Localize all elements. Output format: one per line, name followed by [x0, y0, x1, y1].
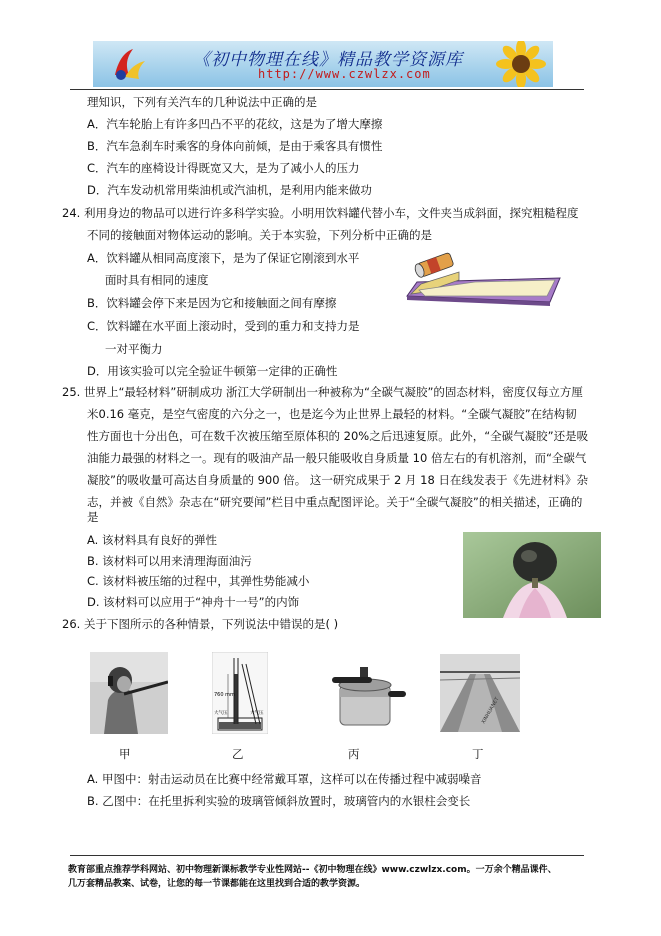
pressure-cooker-photo	[330, 655, 408, 733]
option-a: A. 甲图中：射击运动员在比赛中经常戴耳罩，这样可以在传播过程中减弱噪音	[87, 772, 482, 786]
text-line: 凝胶”的吸收量可高达自身质量的 900 倍。 这一研究成果于 2 月 18 日在线发表于《先进材料》杂	[87, 473, 588, 487]
header-banner	[93, 41, 553, 87]
text-line: 面时具有相同的速度	[105, 273, 209, 287]
text-line: 一对平衡力	[105, 342, 163, 356]
text-line: 志，并被《自然》杂志在“研究要闻”栏目中重点配图评论。关于“全碳气凝胶”的相关描述，正确的	[87, 495, 583, 509]
option-b: B．饮料罐会停下来是因为它和接触面之间有摩擦	[87, 296, 337, 310]
text-line: 理知识，下列有关汽车的几种说法中正确的是	[87, 95, 317, 109]
option-a: A. 该材料具有良好的弹性	[87, 533, 217, 547]
option-c: C．饮料罐在水平面上滚动时，受到的重力和支持力是	[87, 319, 360, 333]
torricelli-figure	[212, 652, 268, 734]
question-26: 26. 关于下图所示的各种情景，下列说法中错误的是( )	[62, 617, 339, 631]
footer-line-1: 教育部重点推荐学科网站、初中物理新课标教学专业性网站--《初中物理在线》www.czwlzx.com。一万余个精品课件、	[68, 865, 557, 875]
caption-jia: 甲	[119, 747, 131, 761]
footer-rule	[70, 855, 584, 856]
option-d: D．用该实验可以完全验证牛顿第一定律的正确性	[87, 364, 338, 378]
option-b: B. 乙图中：在托里拆利实验的玻璃管倾斜放置时，玻璃管内的水银柱会变长	[87, 794, 471, 808]
caption-bing: 丙	[348, 747, 360, 761]
site-logo-icon	[111, 47, 147, 81]
text-line: 油能力最强的材料之一。现有的吸油产品一般只能吸收自身质量 10 倍左右的有机溶剂，而“全碳气	[87, 451, 587, 465]
shooter-photo	[90, 652, 168, 734]
option-c: C. 该材料被压缩的过程中，其弹性势能减小	[87, 574, 310, 588]
option-a: A．饮料罐从相同高度滚下，是为了保证它刚滚到水平	[87, 251, 360, 265]
option-a: A．汽车轮胎上有许多凹凸不平的花纹，这是为了增大摩擦	[87, 117, 383, 131]
caption-yi: 乙	[232, 747, 244, 761]
text-line: 是	[87, 510, 99, 524]
question-24: 24. 利用身边的物品可以进行许多科学实验。小明用饮料罐代替小车，文件夹当成斜面，探究粗糙程度	[62, 206, 579, 220]
option-b: B. 该材料可以用来清理海面油污	[87, 554, 252, 568]
sunflower-icon	[489, 41, 551, 87]
text-line: 不同的接触面对物体运动的影响。关于本实验，下列分析中正确的是	[87, 228, 432, 242]
header-rule	[70, 89, 584, 90]
torricelli-right-label: 大气压	[250, 711, 264, 716]
option-d: D．汽车发动机常用柴油机或汽油机，是利用内能来做功	[87, 183, 372, 197]
aerogel-on-flower-photo	[463, 532, 601, 618]
can-ramp-figure	[405, 252, 565, 308]
option-d: D. 该材料可以应用于“神舟十一号”的内饰	[87, 595, 300, 609]
option-b: B．汽车急刹车时乘客的身体向前倾，是由于乘客具有惯性	[87, 139, 383, 153]
torricelli-left-label: 大气压	[214, 711, 228, 716]
caption-ding: 丁	[472, 747, 484, 761]
question-25: 25. 世界上“最轻材料”研制成功 浙江大学研制出一种被称为“全碳气凝胶”的固态材料，密度仅每立方厘	[62, 385, 583, 399]
track-construction-photo	[440, 654, 520, 732]
banner-title: 《初中物理在线》精品教学资源库	[193, 50, 463, 70]
option-c: C．汽车的座椅设计得既宽又大，是为了减小人的压力	[87, 161, 360, 175]
watermark-text: XINHUANET	[480, 696, 501, 725]
torricelli-height-label: 760 mm	[214, 692, 235, 698]
footer-line-2: 几万套精品教案、试卷，让您的每一节课都能在这里找到合适的教学资源。	[68, 879, 366, 889]
text-line: 性方面也十分出色，可在数千次被压缩至原体积的 20%之后迅速复原。此外，“全碳气凝胶”还是吸	[87, 429, 589, 443]
banner-url[interactable]: http://www.czwlzx.com	[258, 67, 431, 81]
text-line: 米0.16 毫克，是空气密度的六分之一，也是迄今为止世界上最轻的材料。“全碳气凝胶”在结构韧	[87, 407, 577, 421]
